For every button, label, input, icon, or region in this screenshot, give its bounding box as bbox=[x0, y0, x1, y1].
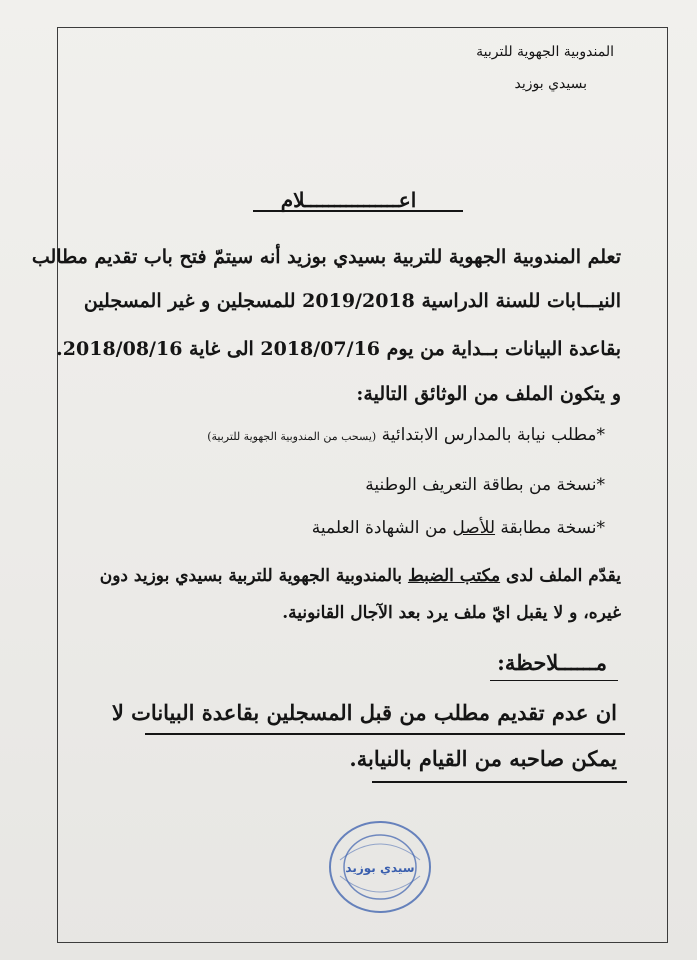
official-stamp-icon bbox=[326, 818, 434, 916]
submission-line-2: غيره، و لا يقبل ايّ ملف يرد بعد الآجال القانونية. bbox=[282, 603, 621, 623]
note-line-1: ان عدم تقديم مطلب من قبل المسجلين بقاعدة البيانات لا bbox=[111, 700, 617, 725]
submission-a: يقدّم الملف لدى bbox=[500, 566, 621, 586]
required-document-3-c: من الشهادة العلمية bbox=[311, 518, 453, 538]
header-line-1: المندوبية الجهوية للتربية bbox=[476, 44, 614, 60]
required-document-3-a: *نسخة مطابقة bbox=[495, 518, 605, 538]
title-underline bbox=[253, 210, 463, 212]
documents-intro: و يتكون الملف من الوثائق التالية: bbox=[356, 383, 621, 405]
note-line-2-underline bbox=[372, 781, 627, 783]
note-underline bbox=[490, 680, 618, 681]
required-document-3 bbox=[312, 518, 605, 538]
required-document-1 bbox=[207, 425, 605, 445]
required-document-2: *نسخة من بطاقة التعريف الوطنية bbox=[365, 475, 605, 495]
required-document-1-note: (يسحب من المندوبية الجهوية للتربية) bbox=[207, 430, 377, 443]
body-paragraph-2: النيـــابات للسنة الدراسية 2019/2018 للمسجلين و غير المسجلين bbox=[83, 290, 621, 312]
submission-line-1 bbox=[100, 566, 621, 586]
body-paragraph-3: بقاعدة البيانات بــداية من يوم 2018/07/16 الى غاية 2018/08/16. bbox=[56, 338, 621, 360]
note-line-1-underline bbox=[145, 733, 625, 735]
note-label: مــــــلاحظة: bbox=[497, 650, 607, 675]
required-document-3-underlined: للأصل bbox=[452, 518, 496, 538]
required-document-1-main: *مطلب نيابة بالمدارس الابتدائية bbox=[381, 425, 605, 445]
submission-c: بالمندوبية الجهوية للتربية بسيدي بوزيد دون bbox=[99, 566, 408, 586]
submission-office: مكتب الضبط bbox=[407, 566, 501, 586]
note-line-2: يمكن صاحبه من القيام بالنيابة. bbox=[349, 746, 617, 771]
header-line-2: بسيدي بوزيد bbox=[514, 76, 587, 92]
body-paragraph-1: تعلم المندوبية الجهوية للتربية بسيدي بوزيد أنه سيتمّ فتح باب تقديم مطالب bbox=[31, 246, 621, 268]
document-title: اعــــــــــــــــلام bbox=[280, 188, 417, 212]
stamp-text: سيدي بوزيد bbox=[345, 861, 415, 875]
